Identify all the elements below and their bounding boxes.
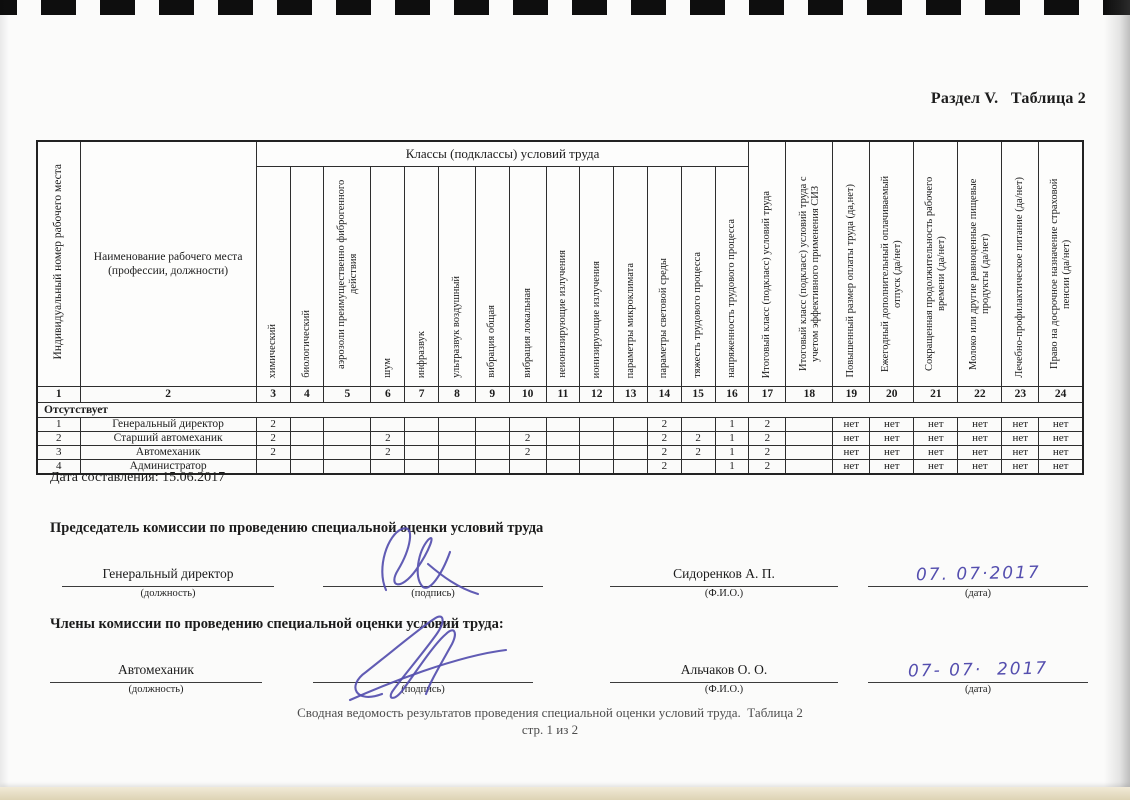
class-value: нет xyxy=(914,432,958,446)
member-date-caption: (дата) xyxy=(964,684,992,695)
column-number: 19 xyxy=(833,387,870,403)
column-number: 10 xyxy=(509,387,546,403)
member-name: Альчаков О. О. xyxy=(610,658,838,683)
column-number: 18 xyxy=(786,387,833,403)
header-factor-intensity-label: напряженность трудового процесса xyxy=(726,219,738,378)
column-number: 23 xyxy=(1002,387,1039,403)
class-value xyxy=(509,460,546,475)
class-value: нет xyxy=(833,432,870,446)
chairman-heading: Председатель комиссии по проведению специальной оценки условий труда xyxy=(50,520,544,536)
column-number: 8 xyxy=(439,387,476,403)
members-heading: Члены комиссии по проведению специальной оценки условий труда: xyxy=(50,616,504,632)
class-value xyxy=(546,460,580,475)
class-value xyxy=(614,432,648,446)
chairman-name: Сидоренков А. П. xyxy=(610,562,838,587)
header-factor-nonionizing-label: неионизирующие излучения xyxy=(557,250,569,378)
class-value: нет xyxy=(958,432,1002,446)
class-value xyxy=(786,432,833,446)
class-value xyxy=(290,418,324,432)
class-value xyxy=(580,418,614,432)
header-factor-chemical xyxy=(256,167,290,387)
class-value xyxy=(546,446,580,460)
chairman-date-handwriting: 07. 07·2017 xyxy=(915,562,1041,586)
footer-page-number: стр. 1 из 2 xyxy=(521,722,579,737)
class-value xyxy=(475,432,509,446)
header-factor-microclimate xyxy=(614,167,648,387)
row-number: 1 xyxy=(37,418,80,432)
member-position-caption: (должность) xyxy=(128,684,184,695)
chairman-signature xyxy=(372,522,492,600)
spiral-binding xyxy=(0,0,1130,15)
member-date xyxy=(868,658,1088,683)
class-value xyxy=(290,460,324,475)
header-early-pension-label: Право на досрочное назначение страховой пенсии (да/нет) xyxy=(1048,178,1072,370)
class-value: нет xyxy=(870,460,914,475)
header-factor-ionizing xyxy=(580,167,614,387)
class-value xyxy=(580,432,614,446)
compilation-date: Дата составления: 15.06.2017 xyxy=(50,470,226,485)
chairman-name-caption: (Ф.И.О.) xyxy=(704,588,744,599)
class-value: 2 xyxy=(647,432,681,446)
header-factor-nonionizing xyxy=(546,167,580,387)
class-value: 2 xyxy=(681,432,715,446)
class-value: нет xyxy=(958,446,1002,460)
class-value xyxy=(439,418,476,432)
header-workplace-number-label: Индивидуальный номер рабочего места xyxy=(52,163,65,360)
class-value xyxy=(475,446,509,460)
column-number: 17 xyxy=(749,387,786,403)
member-name-field xyxy=(610,658,838,695)
table-header-row-1 xyxy=(37,141,1083,167)
row-number: 4 xyxy=(37,460,80,475)
class-value xyxy=(439,446,476,460)
footer-title: Сводная ведомость результатов проведения специальной оценки условий труда. Таблица 2 xyxy=(297,705,803,720)
member-signature-caption: (подпись) xyxy=(401,684,445,695)
header-workplace-number xyxy=(37,141,80,387)
workplace-name: Старший автомеханик xyxy=(80,432,256,446)
header-classes-group: Классы (подклассы) условий труда xyxy=(256,141,749,167)
class-value xyxy=(681,460,715,475)
page-right-edge xyxy=(1104,0,1130,800)
class-value: 2 xyxy=(749,432,786,446)
class-value: 1 xyxy=(715,446,749,460)
class-value: 2 xyxy=(256,418,290,432)
header-final-class-ppe-label: Итоговый класс (подкласс) условий труда с учетом эффективного применения СИЗ xyxy=(797,176,821,372)
class-value xyxy=(580,460,614,475)
header-factor-infrasound xyxy=(405,167,439,387)
workplace-name: Администратор xyxy=(80,460,256,475)
header-factor-vibration-general-label: вибрация общая xyxy=(486,305,498,378)
member-name-caption: (Ф.И.О.) xyxy=(704,684,744,695)
class-value xyxy=(614,446,648,460)
class-value: нет xyxy=(958,460,1002,475)
class-value: 2 xyxy=(647,446,681,460)
header-factor-intensity xyxy=(715,167,749,387)
table-row xyxy=(37,432,1083,446)
header-increased-pay xyxy=(833,141,870,387)
class-value: нет xyxy=(833,460,870,475)
header-factor-light-label: параметры световой среды xyxy=(658,257,670,378)
header-preventive-nutrition-label: Лечебно-профилактическое питание (да/нет) xyxy=(1014,177,1026,378)
header-additional-leave-label: Ежегодный дополнительный оплачиваемый отпуск (да/нет) xyxy=(880,175,903,373)
chairman-date-caption: (дата) xyxy=(964,588,992,599)
class-value xyxy=(371,418,405,432)
column-number: 13 xyxy=(614,387,648,403)
class-value: 2 xyxy=(371,432,405,446)
member-signature xyxy=(338,612,518,704)
header-factor-aerosols xyxy=(324,167,371,387)
column-number: 14 xyxy=(647,387,681,403)
absent-row xyxy=(37,403,1083,418)
class-value: 2 xyxy=(647,460,681,475)
column-number: 16 xyxy=(715,387,749,403)
header-factor-biological xyxy=(290,167,324,387)
class-value xyxy=(614,418,648,432)
column-number: 22 xyxy=(958,387,1002,403)
class-value xyxy=(475,418,509,432)
class-value: 2 xyxy=(647,418,681,432)
header-factor-ultrasound-label: ультразвук воздушный xyxy=(451,276,463,378)
class-value xyxy=(475,460,509,475)
column-numbers-row xyxy=(37,387,1083,403)
class-value: нет xyxy=(833,446,870,460)
header-factor-noise-label: шум xyxy=(381,358,393,378)
class-value xyxy=(324,446,371,460)
class-value: нет xyxy=(1039,460,1083,475)
column-number: 6 xyxy=(371,387,405,403)
column-number: 3 xyxy=(256,387,290,403)
header-final-class-label: Итоговый класс (подкласс) условий труда xyxy=(761,190,773,378)
header-workplace-name xyxy=(80,141,256,387)
workplace-name: Автомеханик xyxy=(80,446,256,460)
class-value: 1 xyxy=(715,418,749,432)
header-final-class xyxy=(749,141,786,387)
class-value: нет xyxy=(870,418,914,432)
class-value xyxy=(439,460,476,475)
header-factor-ultrasound xyxy=(439,167,476,387)
class-value: нет xyxy=(1039,432,1083,446)
header-factor-infrasound-label: инфразвук xyxy=(415,330,427,378)
class-value: нет xyxy=(914,446,958,460)
class-value xyxy=(439,432,476,446)
class-value xyxy=(405,460,439,475)
class-value xyxy=(405,446,439,460)
class-value: нет xyxy=(1039,418,1083,432)
header-milk-products-label: Молоко или другие равноценные пищевые продукты (да/нет) xyxy=(968,178,991,370)
class-value: нет xyxy=(870,446,914,460)
member-date-field xyxy=(868,658,1088,695)
chairman-date-field xyxy=(868,562,1088,599)
page-left-edge xyxy=(0,0,9,800)
header-preventive-nutrition xyxy=(1002,141,1039,387)
desk-surface-strip xyxy=(0,787,1130,800)
header-factor-noise xyxy=(371,167,405,387)
class-value: нет xyxy=(1002,460,1039,475)
header-factor-vibration-local-label: вибрация локальная xyxy=(521,288,533,378)
header-factor-biological-label: биологический xyxy=(301,310,313,378)
class-value xyxy=(580,446,614,460)
header-factor-microclimate-label: параметры микроклимата xyxy=(624,262,636,378)
class-value xyxy=(509,418,546,432)
section-title: Раздел V. Таблица 2 xyxy=(930,90,1086,107)
class-value xyxy=(371,460,405,475)
class-value: нет xyxy=(1002,432,1039,446)
class-value: нет xyxy=(914,460,958,475)
header-additional-leave xyxy=(870,141,914,387)
workplace-name: Генеральный директор xyxy=(80,418,256,432)
class-value xyxy=(786,446,833,460)
column-number: 5 xyxy=(324,387,371,403)
header-factor-chemical-label: химический xyxy=(267,323,279,378)
member-date-handwriting: 07- 07· 2017 xyxy=(907,658,1049,682)
column-number: 21 xyxy=(914,387,958,403)
header-factor-ionizing-label: ионизирующие излучения xyxy=(590,260,602,378)
header-factor-severity-label: тяжесть трудового процесса xyxy=(692,252,704,378)
class-value: нет xyxy=(833,418,870,432)
class-value: 1 xyxy=(715,432,749,446)
header-increased-pay-label: Повышенный размер оплаты труда (да,нет) xyxy=(845,184,857,378)
absent-label: Отсутствует xyxy=(37,403,1083,418)
header-reduced-hours xyxy=(914,141,958,387)
chairman-signature-caption: (подпись) xyxy=(411,588,455,599)
header-factor-aerosols-label: аэрозоли преимущественно фиброгенного действия xyxy=(335,179,359,369)
row-number: 3 xyxy=(37,446,80,460)
header-factor-severity xyxy=(681,167,715,387)
class-value xyxy=(405,418,439,432)
class-value xyxy=(405,432,439,446)
chairman-position-field xyxy=(62,562,274,599)
header-reduced-hours-label: Сокращенная продолжительность рабочего времени (да/нет) xyxy=(924,176,947,372)
member-position: Автомеханик xyxy=(50,658,262,683)
header-factor-light xyxy=(647,167,681,387)
class-value: 2 xyxy=(256,446,290,460)
class-value: нет xyxy=(958,418,1002,432)
column-number: 2 xyxy=(80,387,256,403)
header-factor-vibration-local xyxy=(509,167,546,387)
class-value xyxy=(324,418,371,432)
class-value: 2 xyxy=(371,446,405,460)
class-value: 2 xyxy=(681,446,715,460)
column-number: 15 xyxy=(681,387,715,403)
class-value: 2 xyxy=(749,460,786,475)
class-value xyxy=(290,446,324,460)
chairman-position: Генеральный директор xyxy=(62,562,274,587)
class-value: 1 xyxy=(715,460,749,475)
class-value: нет xyxy=(1002,418,1039,432)
column-number: 12 xyxy=(580,387,614,403)
class-value xyxy=(786,460,833,475)
class-value: нет xyxy=(914,418,958,432)
class-value xyxy=(546,432,580,446)
chairman-date xyxy=(868,562,1088,587)
header-milk-products xyxy=(958,141,1002,387)
row-number: 2 xyxy=(37,432,80,446)
class-value: 2 xyxy=(509,432,546,446)
header-early-pension xyxy=(1039,141,1083,387)
class-value: 2 xyxy=(749,418,786,432)
column-number: 4 xyxy=(290,387,324,403)
member-position-field xyxy=(50,658,262,695)
chairman-name-field xyxy=(610,562,838,599)
class-value xyxy=(256,460,290,475)
column-number: 11 xyxy=(546,387,580,403)
header-final-class-ppe xyxy=(786,141,833,387)
class-value: 2 xyxy=(256,432,290,446)
class-value: нет xyxy=(1039,446,1083,460)
class-value: 2 xyxy=(749,446,786,460)
column-number: 7 xyxy=(405,387,439,403)
chairman-position-caption: (должность) xyxy=(140,588,196,599)
column-number: 24 xyxy=(1039,387,1083,403)
class-value: нет xyxy=(870,432,914,446)
column-number: 9 xyxy=(475,387,509,403)
class-value xyxy=(290,432,324,446)
summary-table xyxy=(36,140,1084,475)
class-value: 2 xyxy=(509,446,546,460)
class-value: нет xyxy=(1002,446,1039,460)
header-factor-vibration-general xyxy=(475,167,509,387)
column-number: 20 xyxy=(870,387,914,403)
class-value xyxy=(681,418,715,432)
class-value xyxy=(786,418,833,432)
class-value xyxy=(324,432,371,446)
table-row xyxy=(37,446,1083,460)
class-value xyxy=(324,460,371,475)
column-number: 1 xyxy=(37,387,80,403)
header-workplace-name-label: Наименование рабочего места (профессии, должности) xyxy=(93,250,243,277)
class-value xyxy=(614,460,648,475)
table-row xyxy=(37,418,1083,432)
class-value xyxy=(546,418,580,432)
